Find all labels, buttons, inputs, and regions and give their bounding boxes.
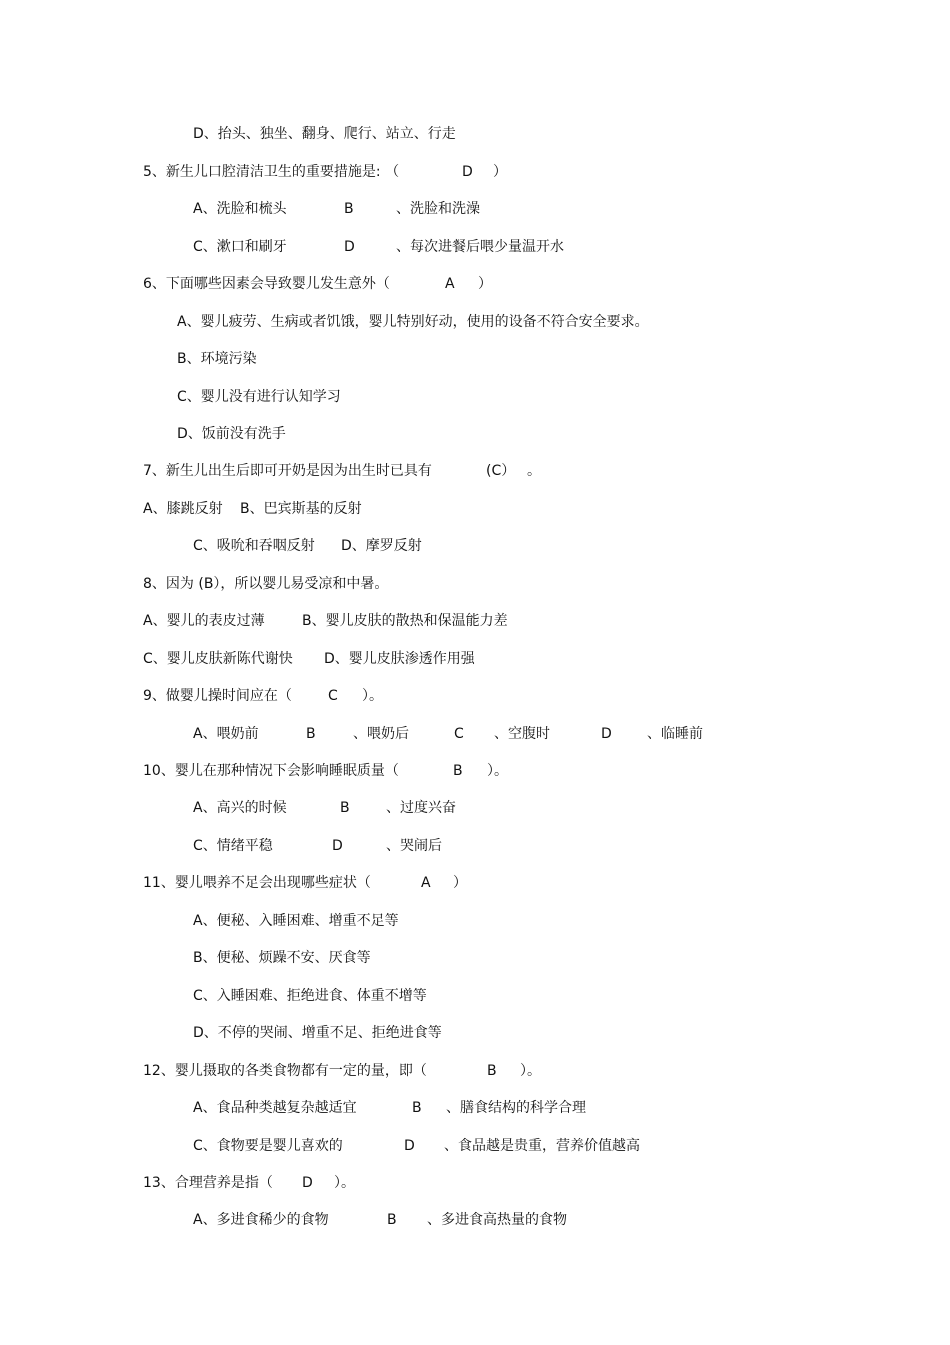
bracket-text: 。: [527, 463, 541, 479]
option-letter: C: [454, 726, 464, 742]
answer-text: (C）: [486, 463, 516, 479]
option-text: C、婴儿没有进行认知学习: [177, 389, 341, 405]
option-text: A、膝跳反射: [143, 501, 223, 517]
option-text: C、入睡困难、拒绝进食、体重不增等: [193, 988, 427, 1004]
question-text: 10、婴儿在那种情况下会影响睡眠质量（: [143, 763, 399, 779]
option-text: B、环境污染: [177, 351, 257, 367]
bracket-text: ）。: [520, 1063, 541, 1079]
answer-text: C: [328, 688, 338, 704]
bracket-text: ）。: [362, 688, 383, 704]
option-text: 、每次进餐后喂少量温开水: [396, 239, 564, 255]
answer-text: D: [302, 1175, 313, 1191]
answer-text: A: [445, 276, 455, 292]
option-text: A、婴儿的表皮过薄: [143, 613, 265, 629]
option-text: 、喂奶后: [353, 726, 409, 742]
option-text: C、婴儿皮肤新陈代谢快: [143, 651, 293, 667]
question-text: 11、婴儿喂养不足会出现哪些症状（: [143, 875, 371, 891]
question-text: 13、合理营养是指（: [143, 1175, 273, 1191]
option-text: C、漱口和刷牙: [193, 239, 287, 255]
option-text: A、多进食稀少的食物: [193, 1212, 329, 1228]
option-letter: D: [601, 726, 612, 742]
option-text: 、多进食高热量的食物: [427, 1212, 567, 1228]
answer-text: D: [462, 164, 473, 180]
option-letter: B: [306, 726, 316, 742]
bracket-text: ）。: [334, 1175, 355, 1191]
option-text: A、食品种类越复杂越适宜: [193, 1100, 357, 1116]
bracket-text: ）: [453, 875, 467, 891]
option-text: B、便秘、烦躁不安、厌食等: [193, 950, 371, 966]
option-text: D、不停的哭闹、增重不足、拒绝进食等: [193, 1025, 442, 1041]
bracket-text: ）: [478, 276, 492, 292]
option-text: C、吸吮和吞咽反射: [193, 538, 315, 554]
option-text: A、洗脸和梳头: [193, 201, 287, 217]
option-text: B、婴儿皮肤的散热和保温能力差: [302, 613, 508, 629]
option-letter: D: [332, 838, 343, 854]
option-text: 、空腹时: [494, 726, 550, 742]
answer-text: B: [453, 763, 463, 779]
option-text: D、饭前没有洗手: [177, 426, 286, 442]
option-text: C、情绪平稳: [193, 838, 273, 854]
option-letter: B: [344, 201, 354, 217]
option-text: 、食品越是贵重，营养价值越高: [444, 1138, 640, 1154]
option-text: B、巴宾斯基的反射: [240, 501, 362, 517]
answer-text: B: [487, 1063, 497, 1079]
question-text: 7、新生儿出生后即可开奶是因为出生时已具有: [143, 463, 432, 479]
option-text: D、婴儿皮肤渗透作用强: [324, 651, 475, 667]
option-text: 、膳食结构的科学合理: [446, 1100, 586, 1116]
question-text: 8、因为 (B），所以婴儿易受凉和中暑。: [143, 576, 389, 592]
option-letter: D: [404, 1138, 415, 1154]
option-text: A、便秘、入睡困难、增重不足等: [193, 913, 399, 929]
option-letter: B: [412, 1100, 422, 1116]
option-text: 、洗脸和洗澡: [396, 201, 480, 217]
option-text: 、过度兴奋: [386, 800, 456, 816]
option-text: 、哭闹后: [386, 838, 442, 854]
option-text: D、抬头、独坐、翻身、爬行、站立、行走: [193, 126, 456, 142]
option-letter: D: [344, 239, 355, 255]
option-text: A、婴儿疲劳、生病或者饥饿，婴儿特别好动，使用的设备不符合安全要求。: [177, 314, 649, 330]
option-text: A、高兴的时候: [193, 800, 287, 816]
option-text: A、喂奶前: [193, 726, 259, 742]
option-text: 、临睡前: [647, 726, 703, 742]
question-text: 12、婴儿摄取的各类食物都有一定的量，即（: [143, 1063, 427, 1079]
bracket-text: ）: [493, 164, 507, 180]
option-letter: B: [387, 1212, 397, 1228]
question-text: 6、下面哪些因素会导致婴儿发生意外（: [143, 276, 390, 292]
option-letter: B: [340, 800, 350, 816]
option-text: C、食物要是婴儿喜欢的: [193, 1138, 343, 1154]
question-text: 9、做婴儿操时间应在（: [143, 688, 292, 704]
answer-text: A: [421, 875, 431, 891]
question-text: 5、新生儿口腔清洁卫生的重要措施是: （: [143, 164, 400, 180]
bracket-text: ）。: [487, 763, 508, 779]
option-text: D、摩罗反射: [341, 538, 422, 554]
